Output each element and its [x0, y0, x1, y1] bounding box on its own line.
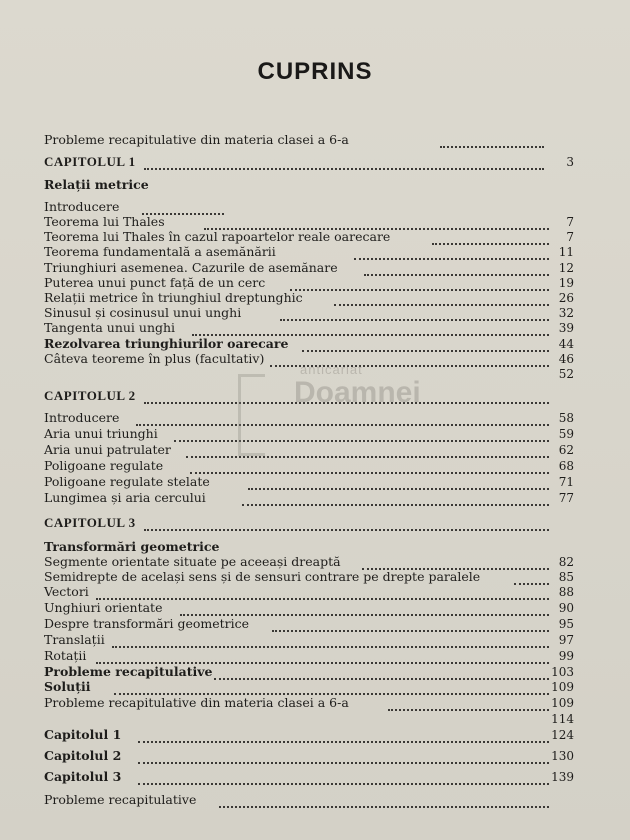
- dot-leader: [280, 309, 549, 321]
- toc-page-number: 97: [558, 633, 574, 647]
- dot-leader: [272, 620, 549, 632]
- dot-leader: [440, 136, 544, 148]
- dot-leader: [192, 324, 549, 336]
- dot-leader: [96, 588, 549, 600]
- toc-page-number: 90: [558, 601, 574, 615]
- toc-page-number: 3: [566, 155, 574, 169]
- toc-page-number: 11: [558, 245, 574, 259]
- dot-leader: [136, 414, 549, 426]
- dot-leader: [242, 494, 549, 506]
- dot-leader: [186, 446, 549, 458]
- dot-leader: [219, 796, 549, 808]
- toc-entry-label: CAPITOLUL 2: [44, 388, 136, 403]
- toc-page-number: 109: [551, 680, 574, 694]
- toc-entry-label: Segmente orientate situate pe aceeași dreaptă: [44, 554, 341, 569]
- toc-page-number: 139: [551, 770, 574, 784]
- toc-page-number: 109: [551, 696, 574, 710]
- toc-entry-label: Tangenta unui unghi: [44, 320, 176, 335]
- toc-page-number: 124: [551, 728, 574, 742]
- toc-entry-label: Despre transformări geometrice: [44, 616, 250, 631]
- dot-leader: [174, 430, 549, 442]
- toc-entry-label: Probleme recapitulative din materia clasei a 6-a: [44, 132, 349, 147]
- toc-entry-label: Rezolvarea triunghiurilor oarecare: [44, 336, 289, 351]
- toc-entry-label: Introducere: [44, 199, 120, 214]
- dot-leader: [364, 264, 549, 276]
- dot-leader: [290, 279, 549, 291]
- toc-entry-label: Poligoane regulate: [44, 458, 164, 473]
- toc-page-number: 32: [558, 306, 574, 320]
- toc-entry-label: Triunghiuri asemenea. Cazurile de asemănare: [44, 260, 338, 275]
- dot-leader: [214, 668, 549, 680]
- toc-entry-label: Introducere: [44, 410, 120, 425]
- toc-page-number: 7: [566, 215, 574, 229]
- toc-entry-label: Probleme recapitulative: [44, 792, 197, 807]
- toc-page-number: 39: [558, 321, 574, 335]
- dot-leader: [112, 636, 549, 648]
- dot-leader: [138, 731, 549, 743]
- dot-leader: [96, 652, 549, 664]
- toc-entry-label: Aria unui triunghi: [44, 426, 158, 441]
- toc-page-number: 12: [558, 261, 574, 275]
- toc-entry-label: Teorema lui Thales în cazul rapoartelor reale oarecare: [44, 229, 391, 244]
- dot-leader: [138, 773, 549, 785]
- toc-page-number: 59: [558, 427, 574, 441]
- toc-page-number: 46: [558, 352, 574, 366]
- toc-entry-label: Câteva teoreme în plus (facultativ): [44, 351, 265, 366]
- toc-entry-label: Teorema fundamentală a asemănării: [44, 244, 276, 259]
- toc-entry-label: Capitolul 1: [44, 727, 122, 742]
- dot-leader: [144, 158, 544, 170]
- toc-page-number: 95: [558, 617, 574, 631]
- toc-entry-label: Poligoane regulate stelate: [44, 474, 210, 489]
- toc-entry-label: Probleme recapitulative: [44, 664, 213, 679]
- toc-entry-label: Relații metrice: [44, 177, 149, 192]
- dot-leader: [334, 294, 549, 306]
- toc-page-number: 114: [551, 712, 574, 726]
- toc-entry-label: Rotații: [44, 648, 87, 663]
- toc-entry-label: Vectori: [44, 584, 89, 599]
- dot-leader: [248, 478, 549, 490]
- dot-leader: [138, 752, 549, 764]
- toc-entry-label: Capitolul 3: [44, 769, 122, 784]
- toc-page-number: 52: [558, 367, 574, 381]
- toc-page-number: 62: [558, 443, 574, 457]
- page-title: CUPRINS: [257, 58, 373, 85]
- toc-page-number: 88: [558, 585, 574, 599]
- toc-entry-label: Semidrepte de același sens și de sensuri contrare pe drepte paralele: [44, 569, 481, 584]
- toc-page-number: 71: [558, 475, 574, 489]
- toc-page-number: 7: [566, 230, 574, 244]
- toc-entry-label: CAPITOLUL 3: [44, 515, 136, 530]
- toc-page-number: 85: [558, 570, 574, 584]
- dot-leader: [114, 683, 549, 695]
- dot-leader: [432, 233, 549, 245]
- dot-leader: [302, 340, 549, 352]
- watermark-top-text: anticariat: [300, 362, 363, 377]
- toc-entry-label: Transformări geometrice: [44, 539, 220, 554]
- dot-leader: [270, 355, 549, 367]
- dot-leader: [190, 462, 549, 474]
- dot-leader: [180, 604, 549, 616]
- toc-entry-label: Relații metrice în triunghiul dreptunghic: [44, 290, 303, 305]
- dot-leader: [144, 519, 549, 531]
- toc-page-number: 58: [558, 411, 574, 425]
- toc-page-number: 99: [558, 649, 574, 663]
- toc-page-number: 44: [558, 337, 574, 351]
- dot-leader: [144, 392, 549, 404]
- watermark-brand-text: Doamnei: [294, 376, 421, 409]
- toc-entry-label: Soluții: [44, 679, 91, 694]
- toc-entry-label: Lungimea și aria cercului: [44, 490, 206, 505]
- toc-entry-label: Translații: [44, 632, 105, 647]
- toc-entry-label: CAPITOLUL 1: [44, 154, 136, 169]
- toc-page-number: 82: [558, 555, 574, 569]
- toc-page-number: 103: [551, 665, 574, 679]
- toc-page-number: 77: [558, 491, 574, 505]
- toc-entry-label: Capitolul 2: [44, 748, 122, 763]
- toc-page-number: 130: [551, 749, 574, 763]
- dot-leader: [388, 699, 549, 711]
- toc-page-number: 26: [558, 291, 574, 305]
- toc-entry-label: Probleme recapitulative din materia clasei a 6-a: [44, 695, 349, 710]
- toc-entry-label: Aria unui patrulater: [44, 442, 171, 457]
- toc-page-number: 68: [558, 459, 574, 473]
- toc-entry-label: Unghiuri orientate: [44, 600, 163, 615]
- dot-leader: [354, 248, 549, 260]
- toc-entry-label: Teorema lui Thales: [44, 214, 165, 229]
- toc-entry-label: Puterea unui punct față de un cerc: [44, 275, 266, 290]
- toc-entry-label: Sinusul și cosinusul unui unghi: [44, 305, 242, 320]
- dot-leader: [514, 573, 549, 585]
- toc-page-number: 19: [558, 276, 574, 290]
